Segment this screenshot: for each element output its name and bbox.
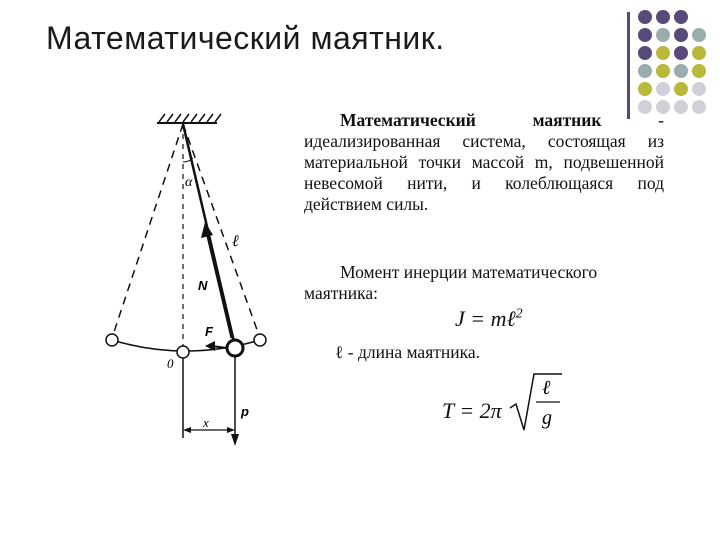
- inertia-line-2: маятника:: [304, 283, 379, 303]
- decor-vertical-line: [627, 12, 630, 119]
- ceiling-hatch: [159, 114, 221, 122]
- inertia-formula: [455, 306, 523, 332]
- decor-dot: [656, 46, 670, 60]
- origin-label: 0: [167, 356, 174, 371]
- length-note: ℓ - длина маятника.: [335, 342, 480, 362]
- decor-dot: [692, 28, 706, 42]
- inertia-formula-main: J = mℓ: [455, 306, 516, 331]
- decor-dot: [656, 28, 670, 42]
- bob-center: [177, 346, 189, 358]
- decor-dot: [674, 82, 688, 96]
- weight-label: p: [241, 404, 249, 419]
- definition-text: идеализированная система, состоящая из материальной точки массой m, подвешенной невесомой нити, и колеблющаяся под действием силы.: [304, 131, 664, 214]
- decor-dot: [656, 82, 670, 96]
- string-right-dashed: [183, 124, 260, 338]
- decor-dot: [638, 46, 652, 60]
- inertia-line-1: Момент инерции математического: [340, 262, 598, 282]
- bob-right: [254, 334, 266, 346]
- decor-dot: [692, 82, 706, 96]
- decor-dot: [638, 64, 652, 78]
- decor-dot: [638, 82, 652, 96]
- decor-dot: [638, 28, 652, 42]
- definition-paragraph: [304, 110, 664, 215]
- period-sqrt: [508, 370, 564, 440]
- fraction-denominator: g: [542, 407, 552, 429]
- angle-label: α: [185, 175, 193, 190]
- weight-arrowhead: [231, 434, 239, 446]
- string-left-dashed: [112, 124, 183, 338]
- decor-dot: [674, 46, 688, 60]
- decor-dot: [656, 64, 670, 78]
- decor-dot: [638, 10, 652, 24]
- period-formula-lhs: T = 2π: [442, 398, 502, 423]
- tension-label: N: [198, 278, 208, 293]
- decor-dot: [692, 100, 706, 114]
- bob-left: [106, 334, 118, 346]
- decor-dot: [656, 10, 670, 24]
- decor-dot: [674, 10, 688, 24]
- inertia-paragraph: [304, 262, 664, 304]
- x-dim-head-left: [183, 427, 191, 433]
- decor-dot: [674, 100, 688, 114]
- force-label: F: [205, 324, 213, 339]
- fraction-numerator: ℓ: [542, 377, 551, 399]
- decor-dot: [674, 28, 688, 42]
- definition-term: Математический маятник: [340, 110, 602, 130]
- displacement-label: x: [203, 415, 209, 430]
- decor-dot: [692, 46, 706, 60]
- decor-dot: [674, 64, 688, 78]
- length-label: ℓ: [232, 233, 239, 250]
- period-formula: [442, 398, 502, 424]
- decor-dot: [692, 64, 706, 78]
- inertia-formula-exponent: 2: [515, 306, 523, 322]
- x-dim-head-right: [227, 427, 235, 433]
- definition-dash: -: [601, 110, 665, 130]
- bob-current: [227, 340, 243, 356]
- pendulum-diagram: [95, 100, 295, 460]
- slide-title: Математический маятник.: [46, 20, 445, 56]
